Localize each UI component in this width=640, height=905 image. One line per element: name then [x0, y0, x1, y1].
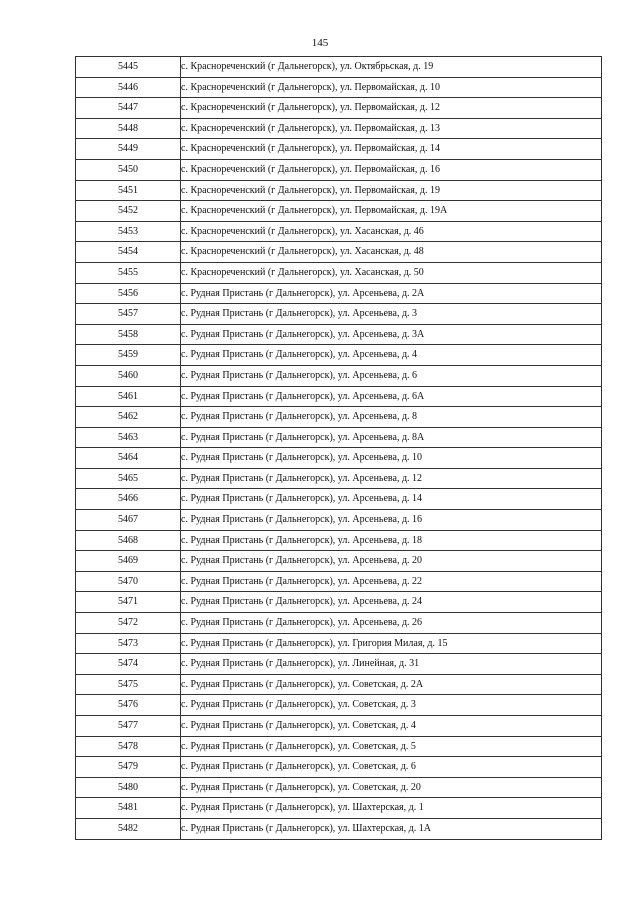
row-address: с. Рудная Пристань (г Дальнегорск), ул. Арсеньева, д. 10 — [181, 448, 602, 469]
table-row — [76, 592, 602, 613]
row-address: с. Рудная Пристань (г Дальнегорск), ул. Григория Милая, д. 15 — [181, 633, 602, 654]
table-row — [76, 345, 602, 366]
row-address: с. Краснореченский (г Дальнегорск), ул. Первомайская, д. 10 — [181, 77, 602, 98]
row-number: 5465 — [76, 468, 181, 489]
row-number: 5469 — [76, 551, 181, 572]
table-row — [76, 571, 602, 592]
row-number: 5468 — [76, 530, 181, 551]
row-number: 5476 — [76, 695, 181, 716]
table-row — [76, 118, 602, 139]
table-row — [76, 221, 602, 242]
table-row — [76, 654, 602, 675]
row-address: с. Краснореченский (г Дальнегорск), ул. Первомайская, д. 19А — [181, 201, 602, 222]
row-address: с. Краснореченский (г Дальнегорск), ул. Первомайская, д. 13 — [181, 118, 602, 139]
row-address: с. Рудная Пристань (г Дальнегорск), ул. Советская, д. 4 — [181, 716, 602, 737]
row-number: 5463 — [76, 427, 181, 448]
table-row — [76, 57, 602, 78]
row-number: 5466 — [76, 489, 181, 510]
row-number: 5457 — [76, 304, 181, 325]
row-address: с. Рудная Пристань (г Дальнегорск), ул. Арсеньева, д. 3 — [181, 304, 602, 325]
row-number: 5482 — [76, 818, 181, 839]
row-number: 5454 — [76, 242, 181, 263]
row-address: с. Рудная Пристань (г Дальнегорск), ул. Арсеньева, д. 14 — [181, 489, 602, 510]
row-address: с. Рудная Пристань (г Дальнегорск), ул. Арсеньева, д. 22 — [181, 571, 602, 592]
row-number: 5455 — [76, 262, 181, 283]
row-number: 5481 — [76, 798, 181, 819]
table-row — [76, 489, 602, 510]
row-address: с. Краснореченский (г Дальнегорск), ул. Хасанская, д. 48 — [181, 242, 602, 263]
table-row — [76, 510, 602, 531]
table-row — [76, 427, 602, 448]
row-number: 5445 — [76, 57, 181, 78]
row-address: с. Рудная Пристань (г Дальнегорск), ул. Арсеньева, д. 4 — [181, 345, 602, 366]
row-address: с. Рудная Пристань (г Дальнегорск), ул. Советская, д. 6 — [181, 757, 602, 778]
address-table — [75, 56, 602, 840]
table-row — [76, 468, 602, 489]
table-row — [76, 798, 602, 819]
row-number: 5475 — [76, 674, 181, 695]
table-row — [76, 386, 602, 407]
row-number: 5451 — [76, 180, 181, 201]
row-number: 5470 — [76, 571, 181, 592]
row-number: 5450 — [76, 159, 181, 180]
table-row — [76, 324, 602, 345]
row-address: с. Рудная Пристань (г Дальнегорск), ул. Арсеньева, д. 6А — [181, 386, 602, 407]
page-number: 145 — [311, 37, 329, 49]
row-address: с. Рудная Пристань (г Дальнегорск), ул. Арсеньева, д. 12 — [181, 468, 602, 489]
table-row — [76, 180, 602, 201]
row-number: 5446 — [76, 77, 181, 98]
table-row — [76, 777, 602, 798]
table-row — [76, 633, 602, 654]
table-row — [76, 448, 602, 469]
table-row — [76, 139, 602, 160]
table-row — [76, 77, 602, 98]
row-address: с. Рудная Пристань (г Дальнегорск), ул. Арсеньева, д. 6 — [181, 365, 602, 386]
table-row — [76, 365, 602, 386]
table-row — [76, 407, 602, 428]
row-address: с. Рудная Пристань (г Дальнегорск), ул. Арсеньева, д. 18 — [181, 530, 602, 551]
row-number: 5467 — [76, 510, 181, 531]
row-address: с. Рудная Пристань (г Дальнегорск), ул. Арсеньева, д. 8А — [181, 427, 602, 448]
table-row — [76, 304, 602, 325]
table-row — [76, 716, 602, 737]
row-number: 5452 — [76, 201, 181, 222]
row-address: с. Краснореченский (г Дальнегорск), ул. Хасанская, д. 46 — [181, 221, 602, 242]
table-row — [76, 98, 602, 119]
row-address: с. Рудная Пристань (г Дальнегорск), ул. Арсеньева, д. 8 — [181, 407, 602, 428]
row-number: 5480 — [76, 777, 181, 798]
table-row — [76, 159, 602, 180]
row-number: 5477 — [76, 716, 181, 737]
row-number: 5460 — [76, 365, 181, 386]
row-address: с. Краснореченский (г Дальнегорск), ул. Первомайская, д. 14 — [181, 139, 602, 160]
row-address: с. Рудная Пристань (г Дальнегорск), ул. Арсеньева, д. 24 — [181, 592, 602, 613]
table-row — [76, 757, 602, 778]
row-address: с. Рудная Пристань (г Дальнегорск), ул. Шахтерская, д. 1 — [181, 798, 602, 819]
row-address: с. Рудная Пристань (г Дальнегорск), ул. Арсеньева, д. 16 — [181, 510, 602, 531]
row-number: 5464 — [76, 448, 181, 469]
row-address: с. Рудная Пристань (г Дальнегорск), ул. Советская, д. 5 — [181, 736, 602, 757]
row-address: с. Рудная Пристань (г Дальнегорск), ул. Советская, д. 2А — [181, 674, 602, 695]
row-number: 5462 — [76, 407, 181, 428]
row-number: 5472 — [76, 613, 181, 634]
table-row — [76, 201, 602, 222]
table-row — [76, 818, 602, 839]
address-table-body — [76, 57, 602, 840]
row-number: 5448 — [76, 118, 181, 139]
table-row — [76, 695, 602, 716]
row-address: с. Рудная Пристань (г Дальнегорск), ул. Арсеньева, д. 3А — [181, 324, 602, 345]
row-address: с. Рудная Пристань (г Дальнегорск), ул. Шахтерская, д. 1А — [181, 818, 602, 839]
row-address: с. Рудная Пристань (г Дальнегорск), ул. Арсеньева, д. 20 — [181, 551, 602, 572]
row-number: 5473 — [76, 633, 181, 654]
row-number: 5478 — [76, 736, 181, 757]
table-row — [76, 242, 602, 263]
row-number: 5474 — [76, 654, 181, 675]
table-row — [76, 283, 602, 304]
row-address: с. Рудная Пристань (г Дальнегорск), ул. Советская, д. 3 — [181, 695, 602, 716]
row-address: с. Рудная Пристань (г Дальнегорск), ул. Арсеньева, д. 2А — [181, 283, 602, 304]
row-number: 5459 — [76, 345, 181, 366]
table-row — [76, 530, 602, 551]
row-number: 5461 — [76, 386, 181, 407]
table-row — [76, 613, 602, 634]
row-number: 5447 — [76, 98, 181, 119]
row-address: с. Краснореченский (г Дальнегорск), ул. Первомайская, д. 12 — [181, 98, 602, 119]
table-row — [76, 551, 602, 572]
table-row — [76, 736, 602, 757]
table-row — [76, 262, 602, 283]
row-number: 5471 — [76, 592, 181, 613]
row-address: с. Краснореченский (г Дальнегорск), ул. Октябрьская, д. 19 — [181, 57, 602, 78]
row-address: с. Краснореченский (г Дальнегорск), ул. Первомайская, д. 16 — [181, 159, 602, 180]
row-address: с. Рудная Пристань (г Дальнегорск), ул. Линейная, д. 31 — [181, 654, 602, 675]
row-address: с. Краснореченский (г Дальнегорск), ул. Первомайская, д. 19 — [181, 180, 602, 201]
row-number: 5449 — [76, 139, 181, 160]
row-address: с. Рудная Пристань (г Дальнегорск), ул. Советская, д. 20 — [181, 777, 602, 798]
row-number: 5458 — [76, 324, 181, 345]
row-number: 5456 — [76, 283, 181, 304]
row-address: с. Рудная Пристань (г Дальнегорск), ул. Арсеньева, д. 26 — [181, 613, 602, 634]
row-number: 5479 — [76, 757, 181, 778]
row-number: 5453 — [76, 221, 181, 242]
table-row — [76, 674, 602, 695]
row-address: с. Краснореченский (г Дальнегорск), ул. Хасанская, д. 50 — [181, 262, 602, 283]
